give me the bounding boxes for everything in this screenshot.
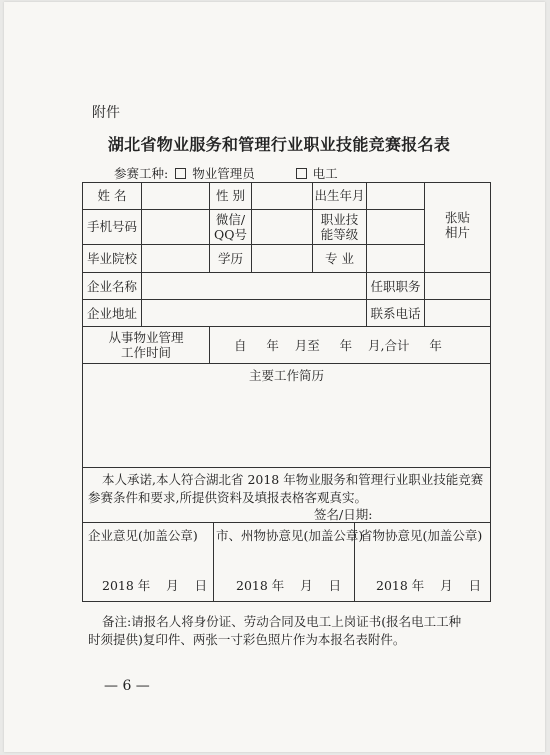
option-electrician: 电工 <box>312 166 338 181</box>
promise-line2: 参赛条件和要求,所提供资料及填报表格客观真实。 <box>88 490 367 505</box>
phone-field[interactable] <box>142 211 208 243</box>
work-time-field[interactable]: 自 年 月至 年 月,合计 年 <box>234 338 442 353</box>
opinion-city-label: 市、州物协意见(加盖公章) <box>216 528 364 543</box>
form-title: 湖北省物业服务和管理行业职业技能竞赛报名表 <box>107 135 451 154</box>
education-label: 学历 <box>217 251 243 266</box>
checkbox-electrician[interactable] <box>296 168 307 179</box>
company-name-field[interactable] <box>142 274 365 298</box>
resume-label: 主要工作简历 <box>248 368 324 383</box>
resume-field[interactable] <box>84 386 488 464</box>
contact-phone-field[interactable] <box>425 301 489 325</box>
promise-line1: 本人承诺,本人符合湖北省 2018 年物业服务和管理行业职业技能竞赛 <box>102 472 484 487</box>
phone-label: 手机号码 <box>86 219 137 234</box>
photo-box[interactable] <box>425 210 490 240</box>
major-field[interactable] <box>367 246 423 271</box>
gender-label: 性 别 <box>216 188 245 203</box>
position-field[interactable] <box>425 274 489 298</box>
work-time-label: 从事物业管理 工作时间 <box>108 330 184 360</box>
name-field[interactable] <box>142 184 208 208</box>
category-label: 参赛工种: <box>114 166 169 181</box>
opinion-company-label: 企业意见(加盖公章) <box>88 528 198 543</box>
note-line2: 时须提供)复印件、两张一寸彩色照片作为本报名表附件。 <box>88 632 406 647</box>
company-address-label: 企业地址 <box>86 306 137 321</box>
checkbox-property-manager[interactable] <box>175 168 186 179</box>
date-province[interactable]: 2018 年 月 日 <box>376 578 482 593</box>
major-label: 专 业 <box>325 251 354 266</box>
category-line <box>114 164 338 182</box>
signature-date-field[interactable] <box>376 505 486 520</box>
birth-field[interactable] <box>367 184 423 208</box>
skill-level-label: 职业技 能等级 <box>320 212 359 242</box>
gender-field[interactable] <box>252 184 311 208</box>
company-address-field[interactable] <box>142 301 365 325</box>
option-property-manager: 物业管理员 <box>192 166 255 181</box>
birth-label: 出生年月 <box>314 188 365 203</box>
signature-date-label: 签名/日期: <box>314 507 373 522</box>
position-label: 任职职务 <box>370 279 421 294</box>
attachment-label: 附件 <box>92 105 120 121</box>
school-label: 毕业院校 <box>86 251 137 266</box>
skill-level-field[interactable] <box>367 211 423 243</box>
company-name-label: 企业名称 <box>86 279 137 294</box>
name-label: 姓 名 <box>97 188 127 203</box>
date-city[interactable]: 2018 年 月 日 <box>236 578 342 593</box>
photo-label-line2: 相片 <box>444 225 470 240</box>
wechat-field[interactable] <box>252 211 311 243</box>
education-field[interactable] <box>252 246 311 271</box>
date-company[interactable]: 2018 年 月 日 <box>102 578 208 593</box>
note-line1: 备注:请报名人将身份证、劳动合同及电工上岗证书(报名电工工种 <box>102 614 462 629</box>
school-field[interactable] <box>142 246 208 271</box>
page-number: — 6 — <box>104 678 150 694</box>
contact-phone-label: 联系电话 <box>370 306 421 321</box>
photo-label-line1: 张贴 <box>444 210 470 225</box>
document-page <box>4 2 545 752</box>
wechat-label: 微信/ QQ号 <box>214 212 247 242</box>
opinion-province-label: 省物协意见(加盖公章) <box>360 528 483 543</box>
